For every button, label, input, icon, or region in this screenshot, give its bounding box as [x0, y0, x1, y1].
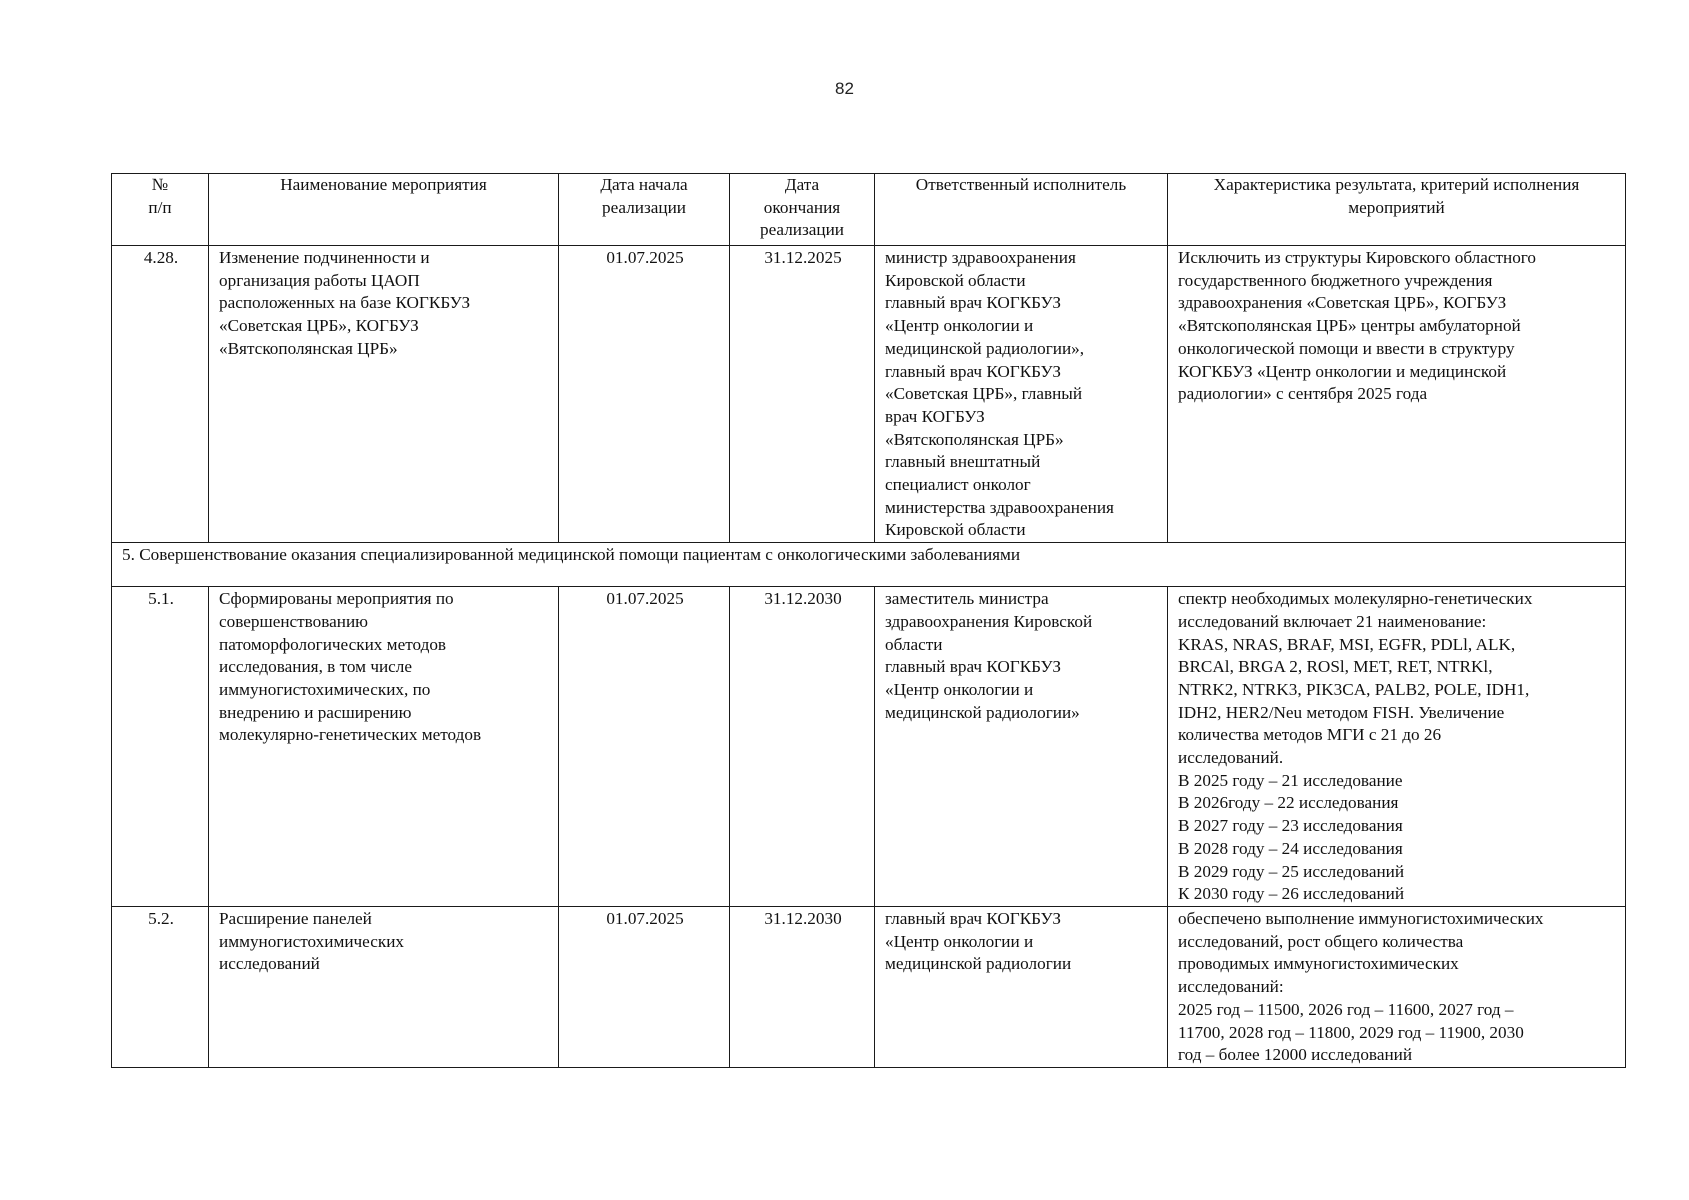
row-result: обеспечено выполнение иммуногистохимических исследований, рост общего количества проводимых иммуногистохимических исследований: 2025 год – 11500, 2026 год – 11600, 2027 год – 11700, 2028 год – 11800, 2029 год – 11900, 2030 год – более 12000 исследований [1168, 906, 1626, 1067]
table-row [112, 246, 1626, 543]
header-name: Наименование мероприятия [209, 174, 559, 246]
page-number: 82 [835, 79, 854, 98]
row-start-date: 01.07.2025 [559, 587, 730, 907]
header-start-date: Дата начала реализации [559, 174, 730, 246]
row-responsible: министр здравоохранения Кировской области главный врач КОГКБУЗ «Центр онкологии и медицинской радиологии», главный врач КОГКБУЗ «Советская ЦРБ», главный врач КОГБУЗ «Вятскополянская ЦРБ» главный внештатный специалист онколог министерства здравоохранения Кировской области [875, 246, 1168, 543]
row-result: спектр необходимых молекулярно-генетических исследований включает 21 наименование: KRAS, NRAS, BRAF, MSI, EGFR, PDLl, ALK, BRCAl, BRGA 2, ROSl, MET, RET, NTRKl, NTRK2, NTRK3, PIK3CA, PALB2, POLE, IDH1, IDH2, HER2/Neu методом FISH. Увеличение количества методов МГИ с 21 до 26 исследований. В 2025 году – 21 исследование В 2026году – 22 исследования В 2027 году – 23 исследования В 2028 году – 24 исследования В 2029 году – 25 исследований К 2030 году – 26 исследований [1168, 587, 1626, 907]
header-responsible: Ответственный исполнитель [875, 174, 1168, 246]
row-name: Расширение панелей иммуногистохимических исследований [209, 906, 559, 1067]
row-end-date: 31.12.2030 [730, 906, 875, 1067]
row-num: 5.1. [112, 587, 209, 907]
row-responsible: заместитель министра здравоохранения Кировской области главный врач КОГКБУЗ «Центр онкологии и медицинской радиологии» [875, 587, 1168, 907]
row-name: Сформированы мероприятия по совершенствованию патоморфологических методов исследования, в том числе иммуногистохимических, по внедрению и расширению молекулярно-генетических методов [209, 587, 559, 907]
row-num: 5.2. [112, 906, 209, 1067]
row-end-date: 31.12.2030 [730, 587, 875, 907]
row-num: 4.28. [112, 246, 209, 543]
header-end-date: Дата окончания реализации [730, 174, 875, 246]
table-row [112, 587, 1626, 907]
row-responsible: главный врач КОГКБУЗ «Центр онкологии и медицинской радиологии [875, 906, 1168, 1067]
row-end-date: 31.12.2025 [730, 246, 875, 543]
activities-table [111, 173, 1626, 1068]
row-result: Исключить из структуры Кировского областного государственного бюджетного учреждения здравоохранения «Советская ЦРБ», КОГБУЗ «Вятскополянская ЦРБ» центры амбулаторной онкологической помощи и ввести в структуру КОГКБУЗ «Центр онкологии и медицинской радиологии» с сентября 2025 года [1168, 246, 1626, 543]
row-start-date: 01.07.2025 [559, 906, 730, 1067]
table-row [112, 906, 1626, 1067]
row-name: Изменение подчиненности и организация работы ЦАОП расположенных на базе КОГКБУЗ «Советская ЦРБ», КОГБУЗ «Вятскополянская ЦРБ» [209, 246, 559, 543]
table-header-row [112, 174, 1626, 246]
row-start-date: 01.07.2025 [559, 246, 730, 543]
section-row [112, 543, 1626, 587]
header-num: № п/п [112, 174, 209, 246]
header-result: Характеристика результата, критерий исполнения мероприятий [1168, 174, 1626, 246]
section-title: 5. Совершенствование оказания специализированной медицинской помощи пациентам с онкологическими заболеваниями [112, 543, 1626, 587]
